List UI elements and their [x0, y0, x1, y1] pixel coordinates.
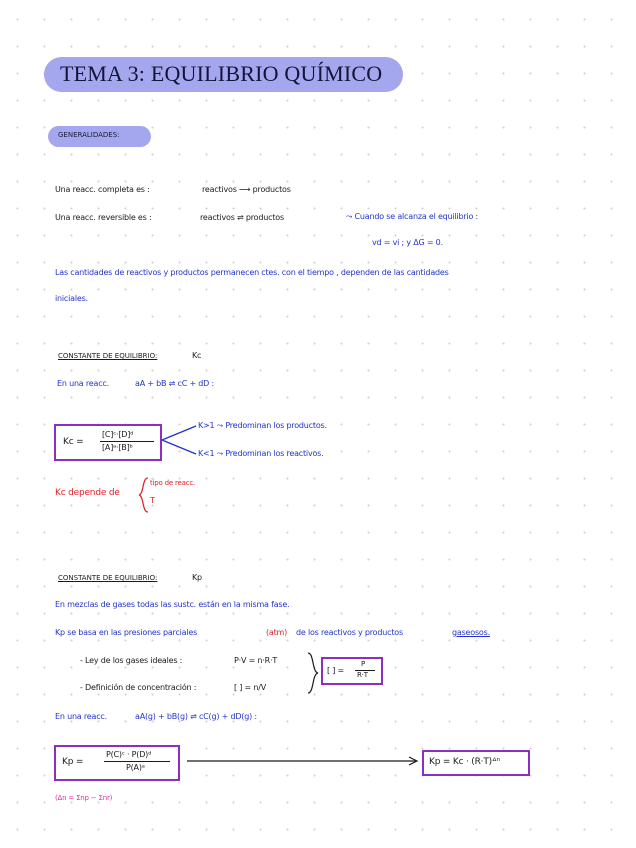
complete-reaction-label: Una reacc. completa es :: [55, 185, 150, 194]
kc-depends-brace: [138, 477, 150, 513]
paragraph-line-1: Las cantidades de reactivos y productos permanecen ctes. con el tiempo , dependen de las cantidades: [55, 268, 449, 277]
kc-heading-symbol: Kc: [192, 351, 202, 360]
kp-formula-denominator: P(A)ᵃ: [126, 763, 145, 772]
concentration-definition-label: - Definición de concentración :: [80, 683, 197, 692]
reversible-reaction-formula: reactivos ⇌ productos: [200, 213, 284, 222]
kp-pressure-unit: (atm): [266, 628, 288, 637]
kc-reaction: aA + bB ⇌ cC + dD :: [135, 379, 214, 388]
kp-kc-relation: Kp = Kc · (R·T)ᐞⁿ: [429, 757, 501, 767]
concentration-denominator: R·T: [357, 671, 368, 679]
kp-formula-lhs: Kp =: [62, 757, 84, 767]
concentration-definition-formula: [ ] = n/V: [234, 683, 267, 692]
reversible-reaction-label: Una reacc. reversible es :: [55, 213, 152, 222]
kp-partial-pressure-mid: de los reactivos y productos: [296, 628, 403, 637]
complete-reaction-formula: reactivos ⟶ productos: [202, 185, 291, 194]
concentration-numerator: P: [361, 660, 366, 668]
kp-formula-numerator: P(C)ᶜ · P(D)ᵈ: [106, 750, 152, 759]
kp-formula-box: [54, 745, 180, 781]
kc-case-less: K<1 ⤳ Predominan los reactivos.: [198, 449, 324, 458]
concentration-lhs: [ ] =: [327, 666, 345, 675]
kp-fraction-bar: [104, 761, 170, 762]
section-heading-kc: CONSTANTE DE EQUILIBRIO:: [58, 352, 158, 360]
kp-partial-pressure-start: Kp se basa en las presiones parciales: [55, 628, 198, 637]
paragraph-line-2: iniciales.: [55, 294, 88, 303]
kc-formula-numerator: [C]ᶜ·[D]ᵈ: [102, 430, 134, 439]
kp-bullets-brace: [306, 652, 320, 694]
kp-reaction-label: En una reacc.: [55, 712, 107, 721]
delta-n-note: (Δn = Σnp − Σnr): [55, 794, 113, 802]
kp-partial-pressure-end: gaseosos.: [452, 628, 490, 637]
kp-kc-relation-box: [422, 750, 530, 776]
kp-relation-arrow: [186, 755, 422, 767]
section-heading-generalidades: GENERALIDADES:: [58, 131, 120, 139]
equilibrium-note: ⤳ Cuando se alcanza el equilibrio :: [346, 212, 479, 221]
kc-fraction-bar: [100, 441, 154, 442]
kc-formula-box: [54, 424, 162, 461]
kc-case-branch: [160, 420, 200, 460]
kc-depends-item-temperature: T: [150, 496, 155, 505]
kp-heading-symbol: Kp: [192, 573, 202, 582]
kc-formula-denominator: [A]ᵃ·[B]ᵇ: [102, 443, 133, 452]
kp-gas-mixture-line: En mezclas de gases todas las sustc. están en la misma fase.: [55, 600, 290, 609]
concentration-result-box: [321, 657, 383, 685]
kc-reaction-label: En una reacc.: [57, 379, 109, 388]
kc-case-greater: K>1 ⤳ Predominan los productos.: [198, 421, 327, 430]
kc-depends-label: Kc depende de: [55, 488, 120, 498]
ideal-gas-law-formula: P·V = n·R·T: [234, 656, 278, 665]
kc-depends-item-reaction-type: tipo de reacc.: [150, 479, 196, 487]
kc-formula-lhs: Kc =: [63, 437, 84, 447]
equilibrium-condition: vd = vi ; y ΔG = 0.: [372, 238, 443, 247]
ideal-gas-law-label: - Ley de los gases ideales :: [80, 656, 183, 665]
kp-reaction: aA(g) + bB(g) ⇌ cC(g) + dD(g) :: [135, 712, 257, 721]
page-title: TEMA 3: EQUILIBRIO QUÍMICO: [60, 61, 383, 86]
section-heading-kp: CONSTANTE DE EQUILIBRIO:: [58, 574, 158, 582]
